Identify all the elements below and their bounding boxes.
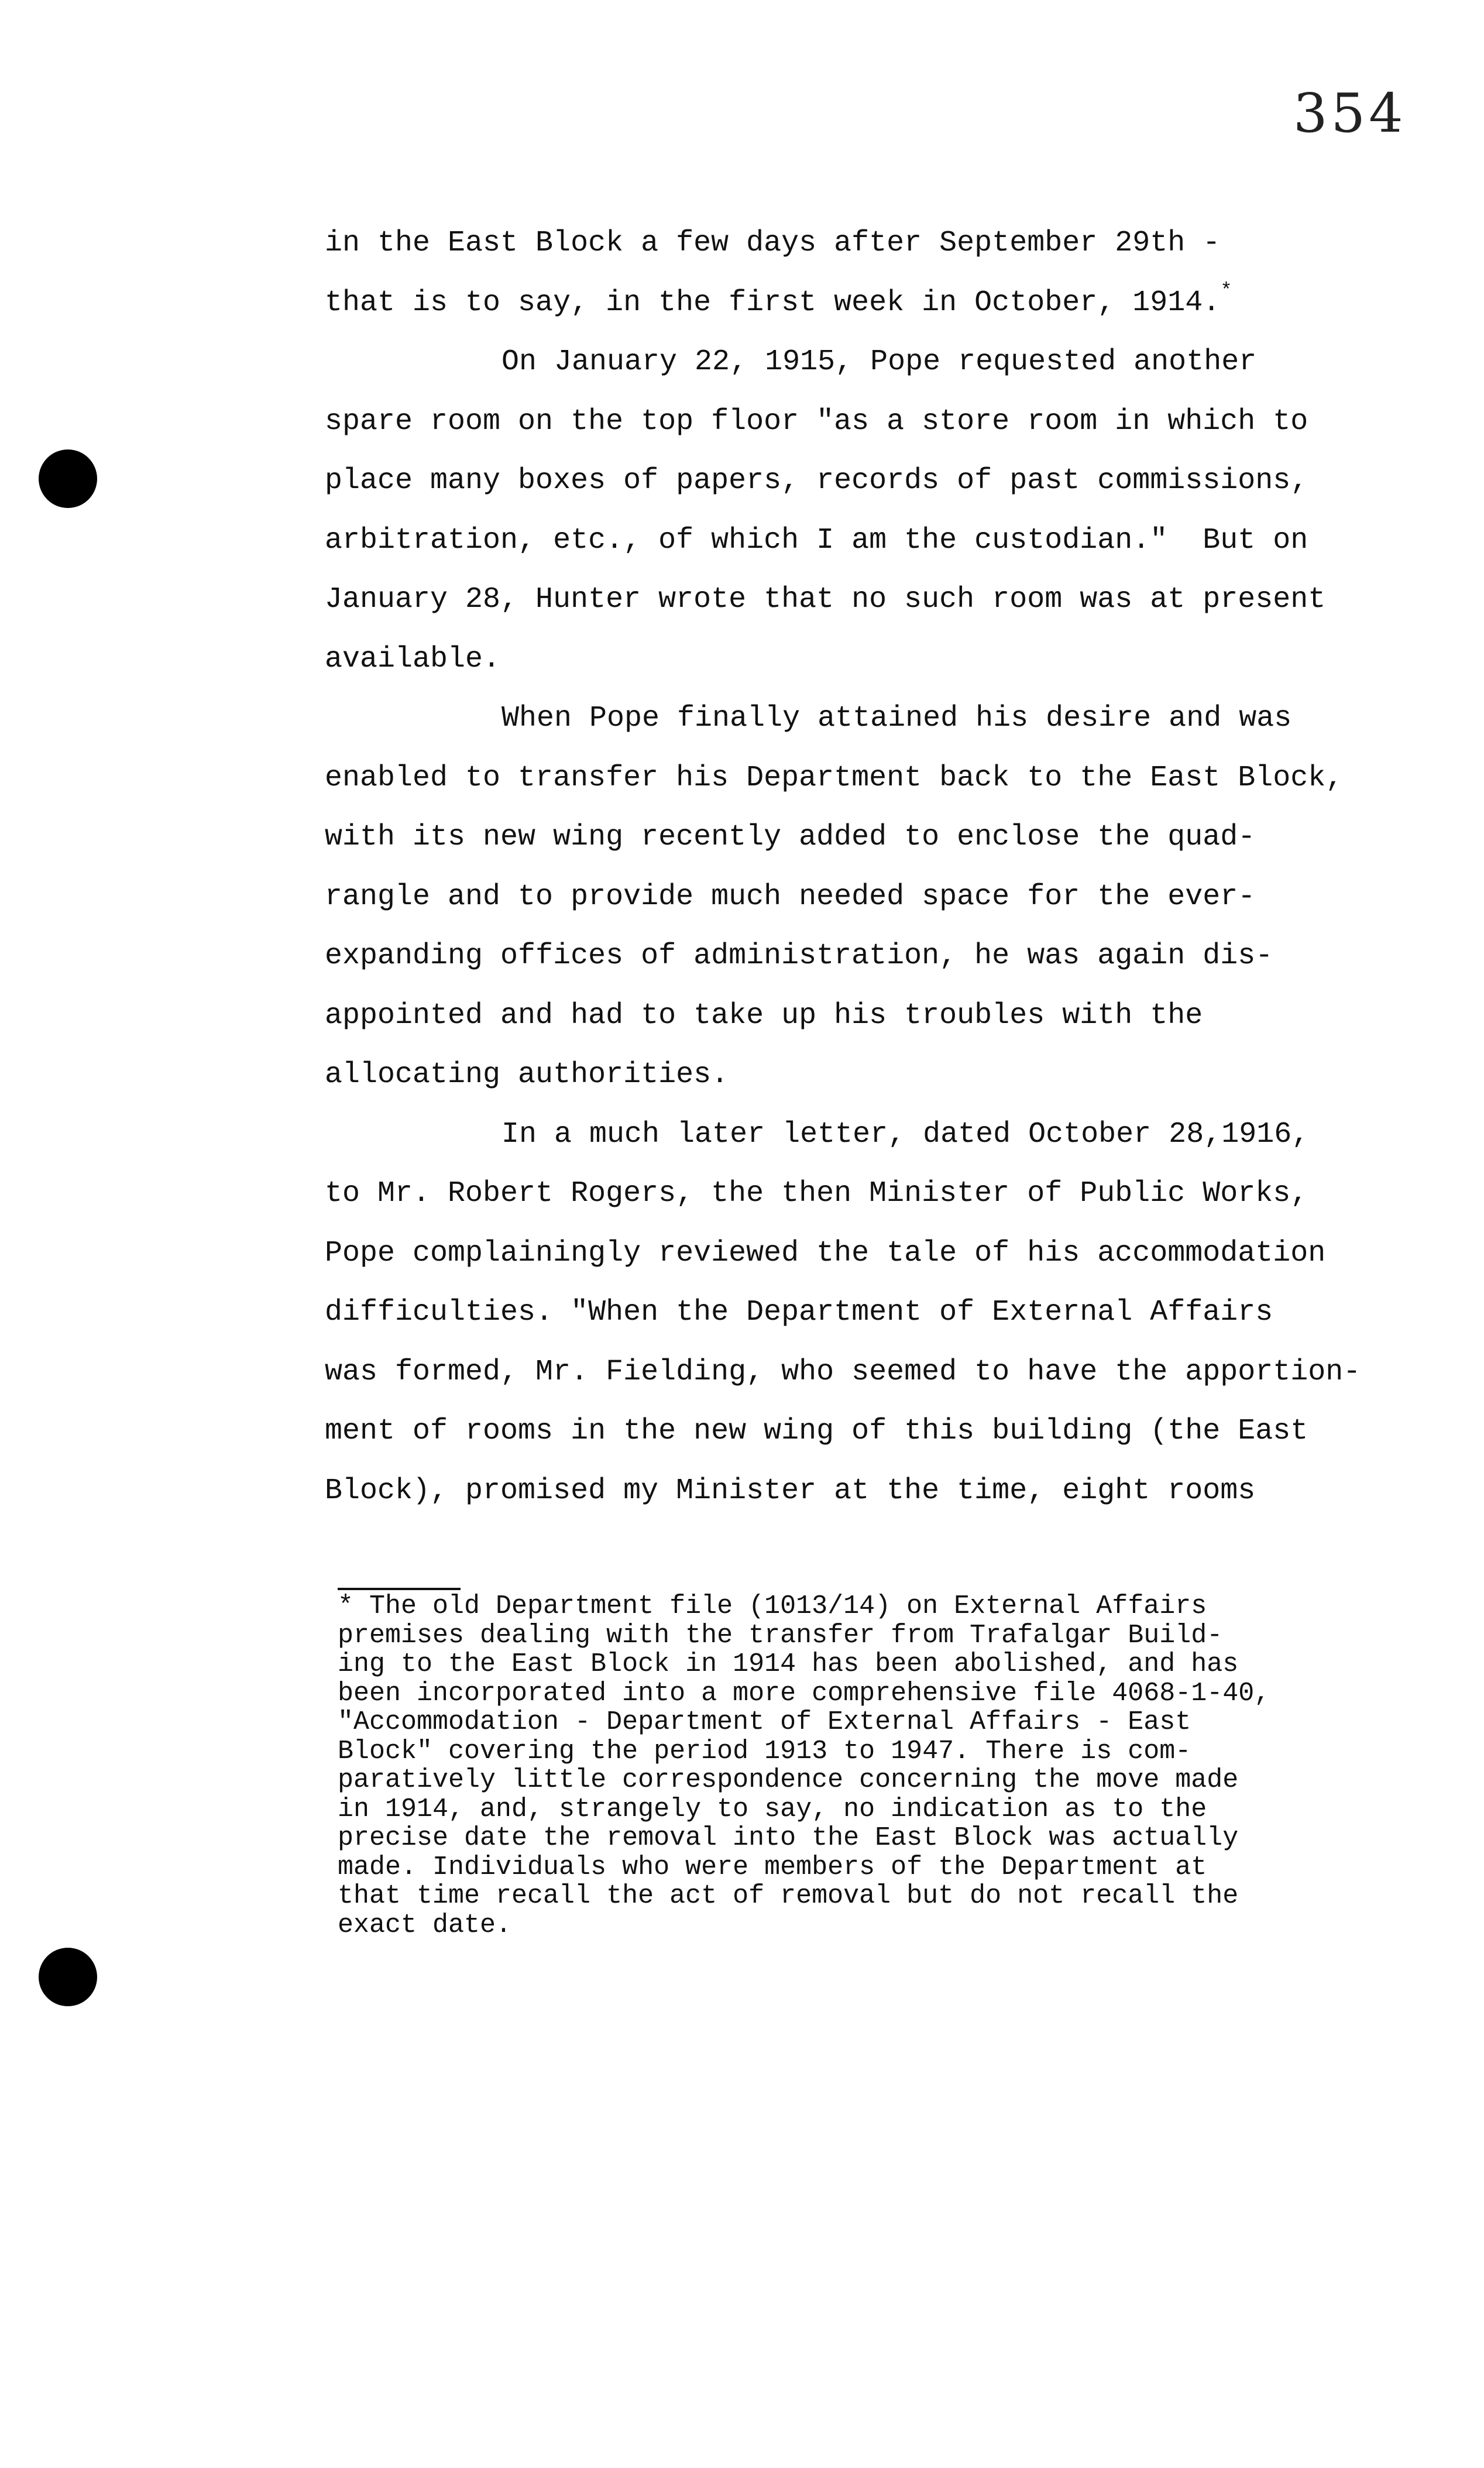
text-line: arbitration, etc., of which I am the custodian." But on xyxy=(325,523,1308,557)
footnote-line: that time recall the act of removal but do not recall the xyxy=(338,1881,1239,1911)
text-line: Pope complainingly reviewed the tale of his accommodation xyxy=(325,1236,1326,1270)
footnote-line: * The old Department file (1013/14) on External Affairs xyxy=(338,1591,1207,1621)
footnote-line: exact date. xyxy=(338,1910,512,1940)
footnote-line: ing to the East Block in 1914 has been abolished, and has xyxy=(338,1649,1239,1679)
text-line: rangle and to provide much needed space for the ever- xyxy=(325,880,1256,914)
footnote-line: "Accommodation - Department of External Affairs - East xyxy=(338,1707,1191,1737)
footnote-marker: * xyxy=(1220,280,1232,303)
text-line: to Mr. Robert Rogers, the then Minister of Public Works, xyxy=(325,1177,1308,1210)
page-number: 354 xyxy=(1293,82,1407,145)
footnote-line: been incorporated into a more comprehensive file 4068-1-40, xyxy=(338,1678,1270,1708)
text-line: expanding offices of administration, he was again dis- xyxy=(325,939,1273,973)
text-line: On January 22, 1915, Pope requested another xyxy=(501,345,1257,379)
footnote-rule xyxy=(338,1588,461,1590)
footnote-line: made. Individuals who were members of the Department at xyxy=(338,1852,1207,1882)
text-line: ment of rooms in the new wing of this building (the East xyxy=(325,1415,1308,1448)
footnote-line: premises dealing with the transfer from Trafalgar Build- xyxy=(338,1620,1223,1650)
text-line: January 28, Hunter wrote that no such room was at present xyxy=(325,583,1326,616)
text-line: Block), promised my Minister at the time, eight rooms xyxy=(325,1474,1256,1508)
text-line: spare room on the top floor "as a store room in which to xyxy=(325,404,1308,438)
text-line-content: that is to say, in the first week in October, 1914. xyxy=(325,286,1221,320)
text-line: When Pope finally attained his desire and was xyxy=(501,702,1292,735)
body-text xyxy=(325,214,1390,1520)
footnote xyxy=(338,1592,1403,1940)
text-line xyxy=(325,273,1390,333)
text-line: difficulties. "When the Department of External Affairs xyxy=(325,1296,1273,1329)
footnote-line: Block" covering the period 1913 to 1947. There is com- xyxy=(338,1736,1191,1766)
punch-hole-bottom xyxy=(39,1948,97,2006)
footnote-line: precise date the removal into the East Block was actually xyxy=(338,1823,1239,1853)
text-line: was formed, Mr. Fielding, who seemed to have the apportion- xyxy=(325,1355,1361,1389)
text-line: In a much later letter, dated October 28,1916, xyxy=(501,1117,1310,1151)
text-line: appointed and had to take up his troubles with the xyxy=(325,998,1203,1032)
text-line: enabled to transfer his Department back to the East Block, xyxy=(325,761,1344,795)
footnote-line: in 1914, and, strangely to say, no indication as to the xyxy=(338,1794,1207,1824)
text-line: allocating authorities. xyxy=(325,1058,729,1091)
text-line: place many boxes of papers, records of past commissions, xyxy=(325,464,1308,497)
text-line: available. xyxy=(325,642,501,676)
punch-hole-top xyxy=(39,449,97,508)
footnote-line: paratively little correspondence concerning the move made xyxy=(338,1765,1239,1795)
text-line: in the East Block a few days after September 29th - xyxy=(325,226,1221,260)
text-line: with its new wing recently added to enclose the quad- xyxy=(325,821,1256,854)
